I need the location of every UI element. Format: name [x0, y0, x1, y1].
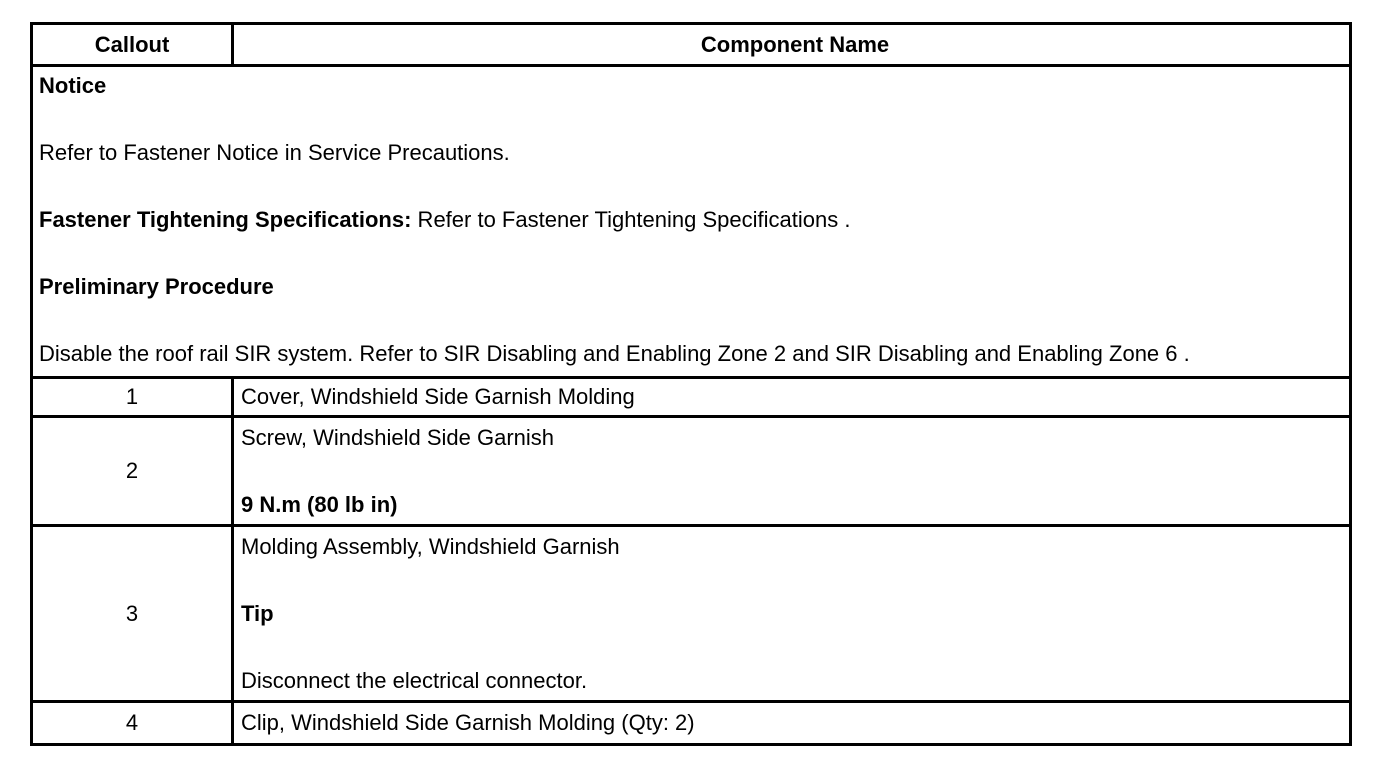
component-name-cell: Clip, Windshield Side Garnish Molding (Qty: 2) — [241, 710, 695, 735]
table-row — [33, 527, 1349, 703]
notice-title: Notice — [39, 73, 107, 98]
notice-text: Refer to Fastener Notice in Service Precautions. — [39, 140, 510, 165]
component-name-cell — [234, 527, 1349, 700]
callout-cell: 1 — [33, 379, 234, 415]
preliminary-procedure-title: Preliminary Procedure — [39, 274, 274, 299]
preliminary-procedure-text: Disable the roof rail SIR system. Refer to SIR Disabling and Enabling Zone 2 and SIR Disabling and Enabling Zone 6 . — [39, 341, 1190, 366]
torque-spec: 9 N.m (80 lb in) — [241, 492, 398, 517]
component-table — [30, 22, 1352, 746]
table-header-row — [33, 25, 1349, 67]
tip-text: Disconnect the electrical connector. — [241, 668, 588, 693]
fastener-spec-line — [39, 207, 1349, 274]
callout-header: Callout — [33, 25, 234, 64]
component-name: Screw, Windshield Side Garnish — [241, 425, 555, 450]
tip-title: Tip — [241, 601, 274, 626]
component-name-cell: Cover, Windshield Side Garnish Molding — [241, 384, 635, 409]
component-name-cell — [234, 418, 1349, 524]
table-row — [33, 418, 1349, 527]
component-name-header: Component Name — [700, 31, 890, 57]
callout-cell: 4 — [33, 703, 234, 743]
callout-cell: 3 — [33, 527, 234, 700]
callout-cell: 2 — [33, 418, 234, 524]
fastener-spec-label: Fastener Tightening Specifications: — [39, 207, 412, 232]
table-row — [33, 703, 1349, 743]
fastener-spec-text: Refer to Fastener Tightening Specifications . — [411, 207, 851, 232]
notice-row — [33, 67, 1349, 379]
component-name: Molding Assembly, Windshield Garnish — [241, 534, 620, 559]
table-row — [33, 379, 1349, 418]
